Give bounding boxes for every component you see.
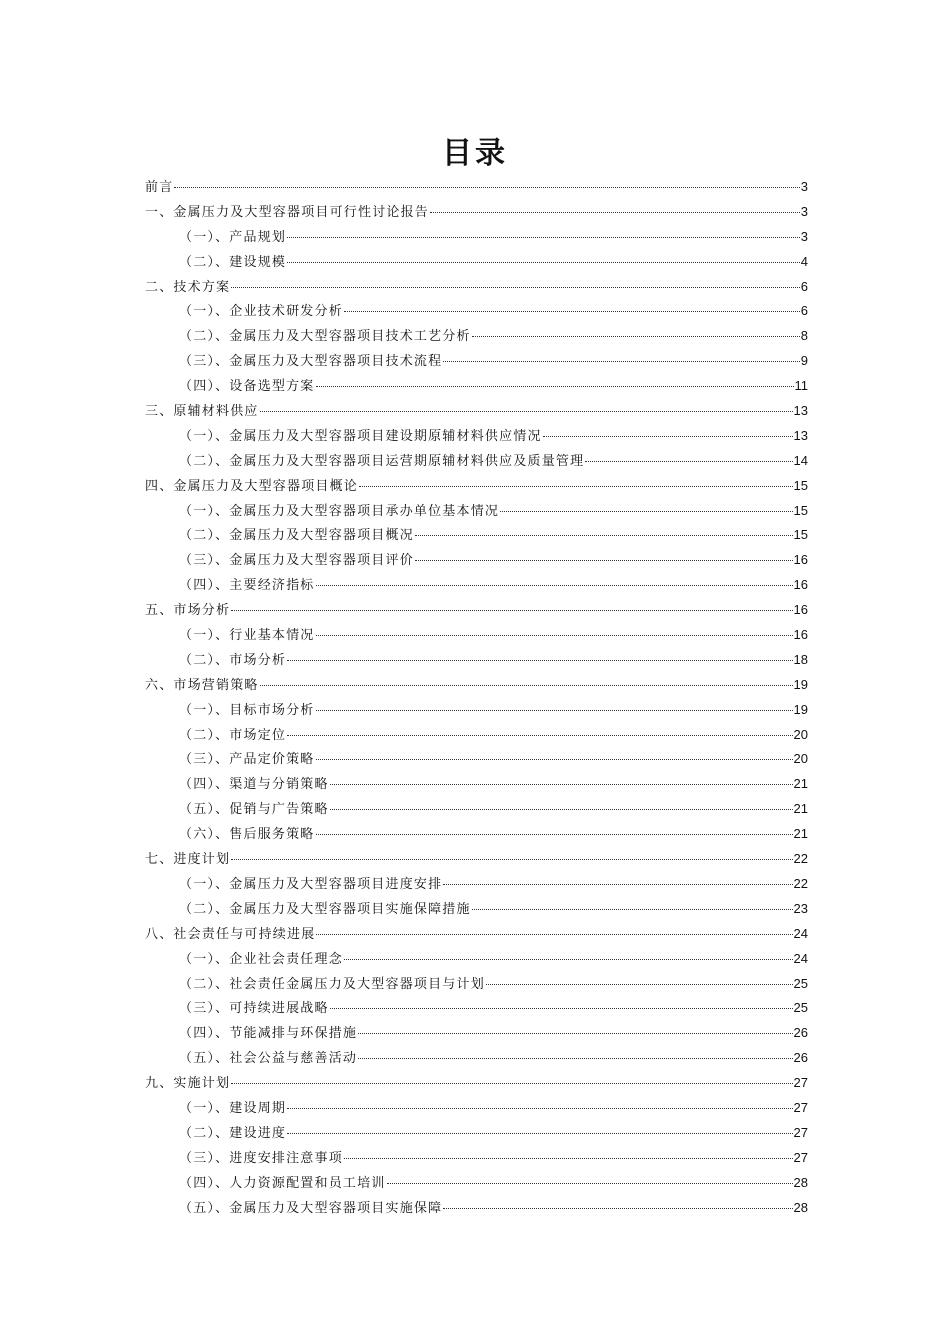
toc-dot-leader: [358, 1058, 792, 1059]
toc-page-number: 28: [793, 1174, 808, 1190]
toc-entry[interactable]: [145, 251, 808, 276]
toc-page-number: 9: [800, 353, 808, 369]
toc-entry[interactable]: [145, 549, 808, 574]
toc-page-number: 16: [793, 577, 808, 593]
toc-entry-text: （三）、可持续进展战略: [179, 1001, 329, 1017]
toc-page-number: 4: [800, 253, 808, 269]
toc-dot-leader: [443, 1208, 792, 1209]
toc-entry-text: 一、金属压力及大型容器项目可行性讨论报告: [145, 204, 430, 220]
toc-entry-text: （二）、市场分析: [179, 652, 287, 668]
toc-entry[interactable]: [145, 325, 808, 350]
toc-dot-leader: [543, 436, 793, 437]
toc-entry[interactable]: [145, 948, 808, 973]
toc-entry-text: （三）、金属压力及大型容器项目技术流程: [179, 354, 443, 370]
toc-entry-text: （四）、人力资源配置和员工培训: [179, 1175, 386, 1191]
toc-entry[interactable]: [145, 1022, 808, 1047]
toc-entry[interactable]: [145, 973, 808, 998]
toc-entry[interactable]: [145, 226, 808, 251]
toc-entry-text: （五）、金属压力及大型容器项目实施保障: [179, 1200, 443, 1216]
toc-entry[interactable]: [145, 798, 808, 823]
toc-dot-leader: [287, 1133, 792, 1134]
toc-page-number: 13: [793, 403, 808, 419]
toc-entry-text: （二）、建设规模: [179, 254, 287, 270]
toc-dot-leader: [287, 735, 792, 736]
toc-dot-leader: [415, 535, 793, 536]
toc-entry-text: 五、市场分析: [145, 603, 231, 619]
toc-entry[interactable]: [145, 674, 808, 699]
toc-entry-text: （一）、金属压力及大型容器项目进度安排: [179, 876, 443, 892]
toc-dot-leader: [443, 361, 799, 362]
toc-entry[interactable]: [145, 748, 808, 773]
table-of-contents: [145, 176, 808, 1221]
toc-dot-leader: [316, 585, 793, 586]
toc-entry[interactable]: [145, 350, 808, 375]
toc-entry[interactable]: [145, 848, 808, 873]
toc-entry-text: 三、原辅材料供应: [145, 404, 259, 420]
toc-entry[interactable]: [145, 1097, 808, 1122]
toc-entry[interactable]: [145, 699, 808, 724]
toc-dot-leader: [415, 560, 793, 561]
toc-page-number: 16: [793, 602, 808, 618]
toc-page-number: 3: [800, 228, 808, 244]
toc-entry[interactable]: [145, 624, 808, 649]
toc-entry[interactable]: [145, 1197, 808, 1222]
toc-page-number: 25: [793, 1000, 808, 1016]
toc-entry[interactable]: [145, 300, 808, 325]
toc-entry-text: （五）、促销与广告策略: [179, 802, 329, 818]
toc-page-number: 14: [793, 452, 808, 468]
toc-dot-leader: [231, 287, 800, 288]
toc-entry[interactable]: [145, 923, 808, 948]
toc-entry-text: （一）、产品规划: [179, 229, 287, 245]
toc-entry[interactable]: [145, 500, 808, 525]
toc-page-number: 16: [793, 627, 808, 643]
toc-entry-text: （三）、金属压力及大型容器项目评价: [179, 553, 414, 569]
toc-dot-leader: [358, 1033, 792, 1034]
toc-entry-text: （三）、产品定价策略: [179, 752, 315, 768]
toc-page-number: 13: [793, 427, 808, 443]
toc-entry-text: （一）、行业基本情况: [179, 628, 315, 644]
toc-dot-leader: [316, 386, 794, 387]
toc-page-number: 27: [793, 1099, 808, 1115]
toc-entry[interactable]: [145, 1072, 808, 1097]
toc-page-number: 22: [793, 875, 808, 891]
toc-entry-text: （一）、企业社会责任理念: [179, 951, 343, 967]
toc-entry[interactable]: [145, 873, 808, 898]
toc-dot-leader: [316, 759, 793, 760]
toc-entry-text: 八、社会责任与可持续进展: [145, 926, 316, 942]
toc-entry-text: 九、实施计划: [145, 1076, 231, 1092]
toc-page-number: 26: [793, 1025, 808, 1041]
toc-entry-text: （六）、售后服务策略: [179, 827, 315, 843]
toc-dot-leader: [316, 834, 793, 835]
toc-dot-leader: [316, 934, 792, 935]
toc-dot-leader: [231, 610, 792, 611]
toc-entry[interactable]: [145, 276, 808, 301]
toc-entry-text: （一）、金属压力及大型容器项目建设期原辅材料供应情况: [179, 428, 542, 444]
toc-entry[interactable]: [145, 475, 808, 500]
toc-entry[interactable]: [145, 1147, 808, 1172]
toc-page-number: 20: [793, 751, 808, 767]
toc-entry[interactable]: [145, 201, 808, 226]
toc-entry[interactable]: [145, 375, 808, 400]
toc-page-number: 6: [800, 303, 808, 319]
toc-dot-leader: [359, 486, 793, 487]
toc-dot-leader: [387, 1183, 793, 1184]
toc-page-number: 19: [793, 676, 808, 692]
toc-entry-text: （二）、社会责任金属压力及大型容器项目与计划: [179, 976, 485, 992]
toc-page-number: 21: [793, 826, 808, 842]
toc-entry[interactable]: [145, 773, 808, 798]
toc-page-number: 6: [800, 278, 808, 294]
toc-dot-leader: [287, 262, 800, 263]
toc-entry[interactable]: [145, 524, 808, 549]
toc-entry[interactable]: [145, 1122, 808, 1147]
toc-dot-leader: [260, 685, 793, 686]
toc-dot-leader: [443, 884, 792, 885]
toc-dot-leader: [231, 1083, 792, 1084]
toc-entry[interactable]: [145, 425, 808, 450]
toc-entry-text: （一）、建设周期: [179, 1100, 287, 1116]
toc-page-number: 25: [793, 975, 808, 991]
toc-page-number: 27: [793, 1124, 808, 1140]
toc-dot-leader: [472, 909, 793, 910]
toc-page-number: 24: [793, 950, 808, 966]
toc-entry-text: （一）、金属压力及大型容器项目承办单位基本情况: [179, 503, 500, 519]
toc-entry-text: 四、金属压力及大型容器项目概论: [145, 478, 359, 494]
toc-dot-leader: [260, 411, 793, 412]
toc-entry[interactable]: [145, 1047, 808, 1072]
toc-title: 目录: [442, 136, 508, 171]
toc-entry-text: （二）、金属压力及大型容器项目技术工艺分析: [179, 329, 471, 345]
toc-page-number: 8: [800, 328, 808, 344]
toc-dot-leader: [316, 635, 793, 636]
toc-dot-leader: [472, 336, 800, 337]
toc-entry[interactable]: [145, 574, 808, 599]
toc-page-number: 23: [793, 900, 808, 916]
toc-page-number: 22: [793, 851, 808, 867]
toc-dot-leader: [500, 511, 792, 512]
toc-entry-text: （四）、设备选型方案: [179, 379, 315, 395]
toc-entry[interactable]: [145, 599, 808, 624]
toc-entry-text: （二）、金属压力及大型容器项目概况: [179, 528, 414, 544]
toc-page-number: 20: [793, 726, 808, 742]
toc-page-number: 15: [793, 502, 808, 518]
toc-entry-text: （四）、渠道与分销策略: [179, 777, 329, 793]
toc-dot-leader: [316, 710, 793, 711]
toc-dot-leader: [287, 237, 800, 238]
toc-page-number: 18: [793, 651, 808, 667]
toc-entry-text: （四）、节能减排与环保措施: [179, 1026, 358, 1042]
toc-dot-leader: [330, 1008, 793, 1009]
toc-entry[interactable]: [145, 724, 808, 749]
toc-page-number: 21: [793, 801, 808, 817]
toc-page-number: 16: [793, 552, 808, 568]
toc-entry-text: （四）、主要经济指标: [179, 578, 315, 594]
toc-page-number: 27: [793, 1075, 808, 1091]
toc-entry[interactable]: [145, 450, 808, 475]
toc-entry[interactable]: [145, 649, 808, 674]
toc-dot-leader: [231, 859, 792, 860]
toc-page-number: 11: [794, 378, 808, 394]
toc-dot-leader: [486, 984, 793, 985]
toc-entry[interactable]: [145, 898, 808, 923]
toc-dot-leader: [287, 660, 792, 661]
toc-page-number: 26: [793, 1050, 808, 1066]
toc-entry-text: （五）、社会公益与慈善活动: [179, 1051, 358, 1067]
toc-entry-text: （二）、金属压力及大型容器项目实施保障措施: [179, 901, 471, 917]
toc-dot-leader: [344, 1158, 793, 1159]
toc-entry-text: 前言: [145, 180, 174, 195]
toc-dot-leader: [344, 959, 793, 960]
toc-dot-leader: [344, 311, 800, 312]
toc-entry-text: 六、市场营销策略: [145, 677, 259, 693]
toc-entry-text: （二）、建设进度: [179, 1125, 287, 1141]
toc-entry-text: （三）、进度安排注意事项: [179, 1150, 343, 1166]
toc-entry[interactable]: [145, 400, 808, 425]
toc-entry[interactable]: [145, 997, 808, 1022]
toc-entry-text: （二）、市场定位: [179, 727, 287, 743]
toc-page-number: 21: [793, 776, 808, 792]
toc-entry-text: 二、技术方案: [145, 279, 231, 295]
toc-entry[interactable]: [145, 823, 808, 848]
toc-entry[interactable]: [145, 176, 808, 201]
toc-page-number: 24: [793, 925, 808, 941]
toc-entry-text: （二）、金属压力及大型容器项目运营期原辅材料供应及质量管理: [179, 453, 585, 469]
toc-dot-leader: [585, 461, 792, 462]
toc-page-number: 27: [793, 1149, 808, 1165]
toc-dot-leader: [330, 784, 793, 785]
toc-page-number: 3: [800, 179, 808, 194]
toc-page-number: 15: [793, 527, 808, 543]
toc-dot-leader: [174, 187, 799, 188]
toc-entry-text: 七、进度计划: [145, 852, 231, 868]
toc-page-number: 28: [793, 1199, 808, 1215]
toc-entry-text: （一）、目标市场分析: [179, 702, 315, 718]
toc-entry[interactable]: [145, 1172, 808, 1197]
toc-page-number: 3: [800, 203, 808, 219]
toc-dot-leader: [330, 809, 793, 810]
toc-entry-text: （一）、企业技术研发分析: [179, 304, 343, 320]
toc-dot-leader: [430, 212, 800, 213]
toc-dot-leader: [287, 1108, 792, 1109]
toc-page-number: 15: [793, 477, 808, 493]
toc-page-number: 19: [793, 701, 808, 717]
